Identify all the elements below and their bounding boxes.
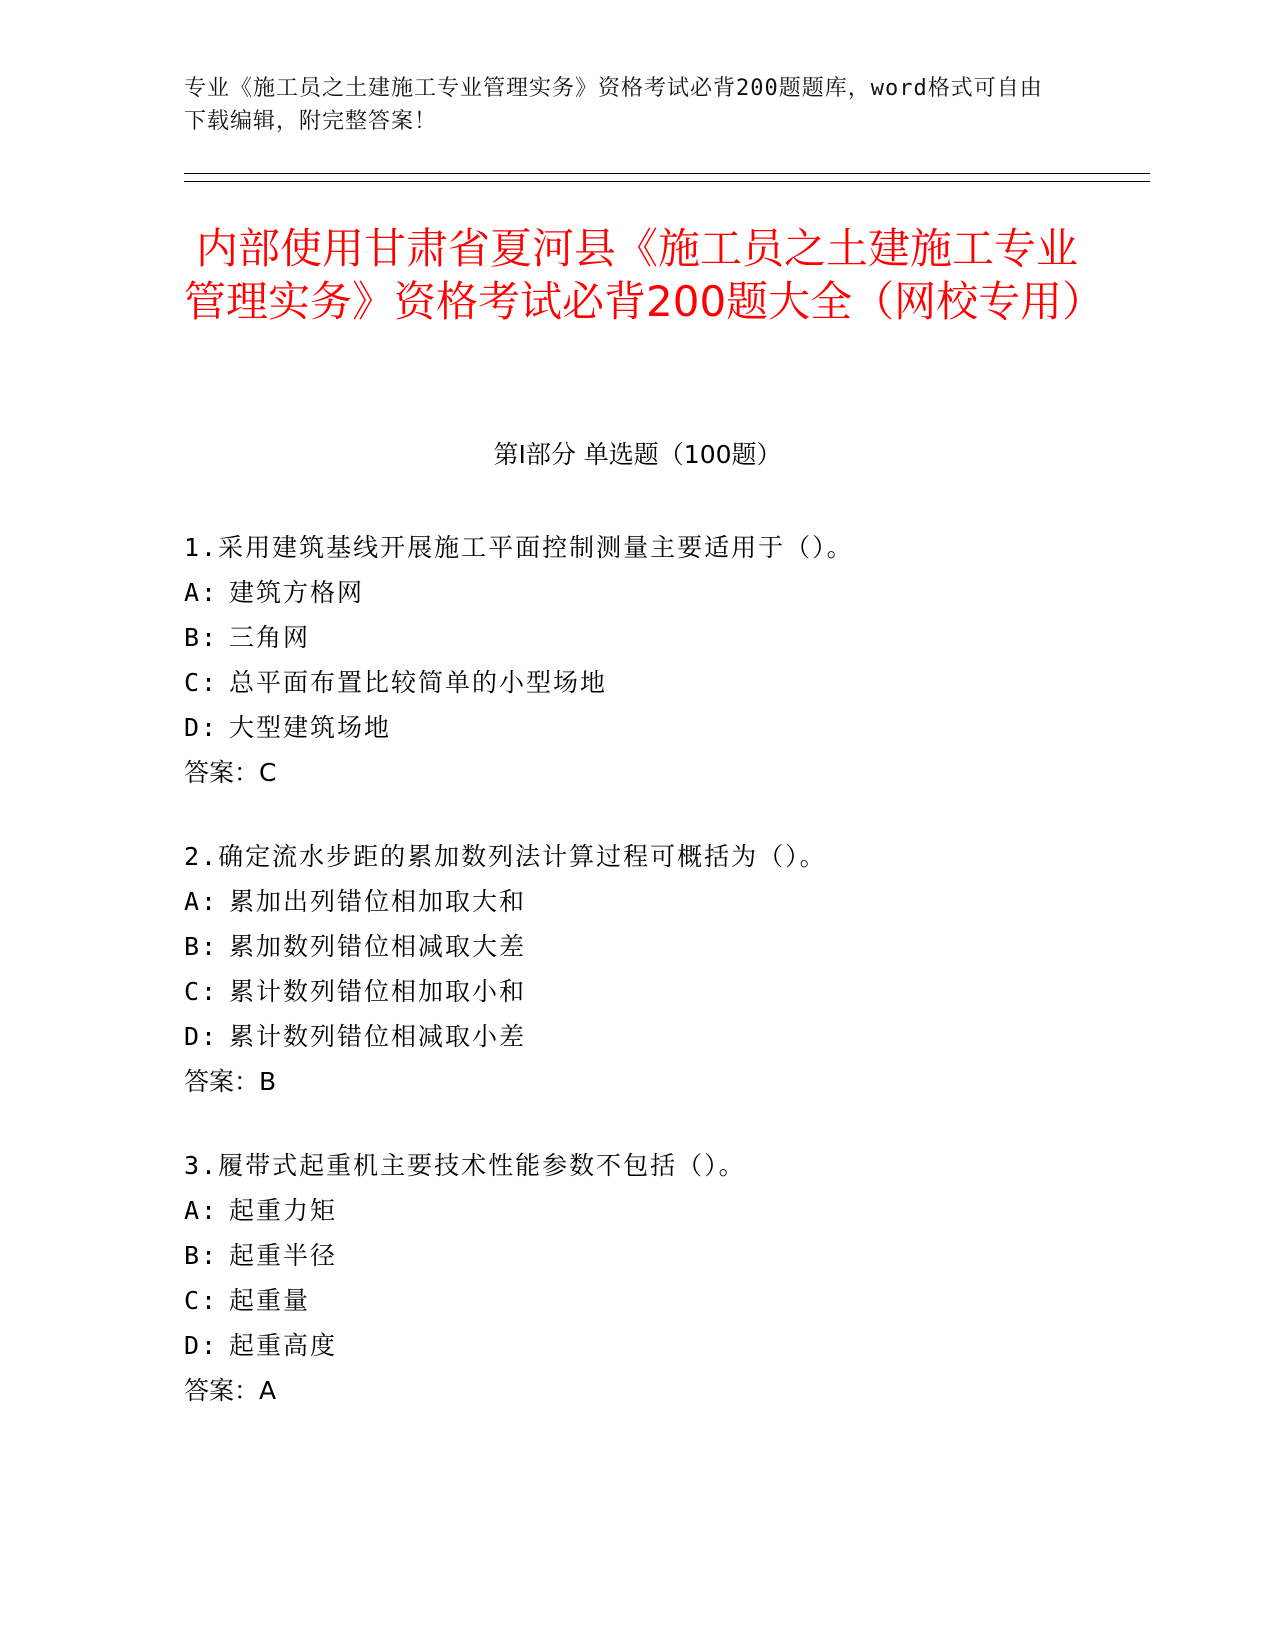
option-text: 累计数列错位相加取小和: [229, 977, 527, 1006]
section-title: 第Ⅰ部分 单选题（100题）: [493, 440, 782, 469]
option-d: [184, 1323, 1124, 1368]
question-stem: 2.确定流水步距的累加数列法计算过程可概括为（）。: [184, 842, 827, 871]
option-key: B:: [184, 623, 219, 652]
option-text: 累加数列错位相减取大差: [229, 932, 527, 961]
option-text: 起重半径: [229, 1241, 338, 1270]
option-text: 建筑方格网: [229, 578, 365, 607]
option-key: C:: [184, 977, 219, 1006]
answer-line: 答案：A: [184, 1376, 277, 1405]
option-key: A:: [184, 887, 219, 916]
option-a: [184, 1188, 1124, 1233]
question-list: [184, 525, 1124, 1452]
option-key: B:: [184, 932, 219, 961]
option-text: 三角网: [229, 623, 311, 652]
option-d: [184, 1014, 1124, 1059]
option-key: D:: [184, 1022, 219, 1051]
option-text: 累加出列错位相加取大和: [229, 887, 527, 916]
option-key: A:: [184, 1196, 219, 1225]
question-stem: 3.履带式起重机主要技术性能参数不包括（）。: [184, 1151, 746, 1180]
option-b: [184, 924, 1124, 969]
question-stem: 1.采用建筑基线开展施工平面控制测量主要适用于（）。: [184, 533, 854, 562]
option-d: [184, 705, 1124, 750]
option-b: [184, 1233, 1124, 1278]
option-b: [184, 615, 1124, 660]
option-key: C:: [184, 668, 219, 697]
option-key: A:: [184, 578, 219, 607]
option-text: 累计数列错位相减取小差: [229, 1022, 527, 1051]
option-key: D:: [184, 1331, 219, 1360]
option-key: D:: [184, 713, 219, 742]
option-text: 起重高度: [229, 1331, 338, 1360]
answer-line: 答案：B: [184, 1067, 277, 1096]
question-item: [184, 834, 1124, 1104]
option-key: B:: [184, 1241, 219, 1270]
option-key: C:: [184, 1286, 219, 1315]
option-a: [184, 570, 1124, 615]
option-c: [184, 1278, 1124, 1323]
header-divider-top: [184, 173, 1150, 174]
option-c: [184, 969, 1124, 1014]
header-divider-bottom: [184, 181, 1150, 182]
question-item: [184, 525, 1124, 795]
option-a: [184, 879, 1124, 924]
option-c: [184, 660, 1124, 705]
header-note: 专业《施工员之土建施工专业管理实务》资格考试必背200题题库，word格式可自由下载编辑，附完整答案！: [184, 76, 1043, 134]
option-text: 起重力矩: [229, 1196, 338, 1225]
question-item: [184, 1143, 1124, 1413]
document-title: 内部使用甘肃省夏河县《施工员之土建施工专业管理实务》资格考试必背200题大全（网校专用）: [184, 224, 1105, 326]
option-text: 起重量: [229, 1286, 311, 1315]
option-text: 总平面布置比较简单的小型场地: [229, 668, 608, 697]
option-text: 大型建筑场地: [229, 713, 392, 742]
answer-line: 答案：C: [184, 758, 277, 787]
